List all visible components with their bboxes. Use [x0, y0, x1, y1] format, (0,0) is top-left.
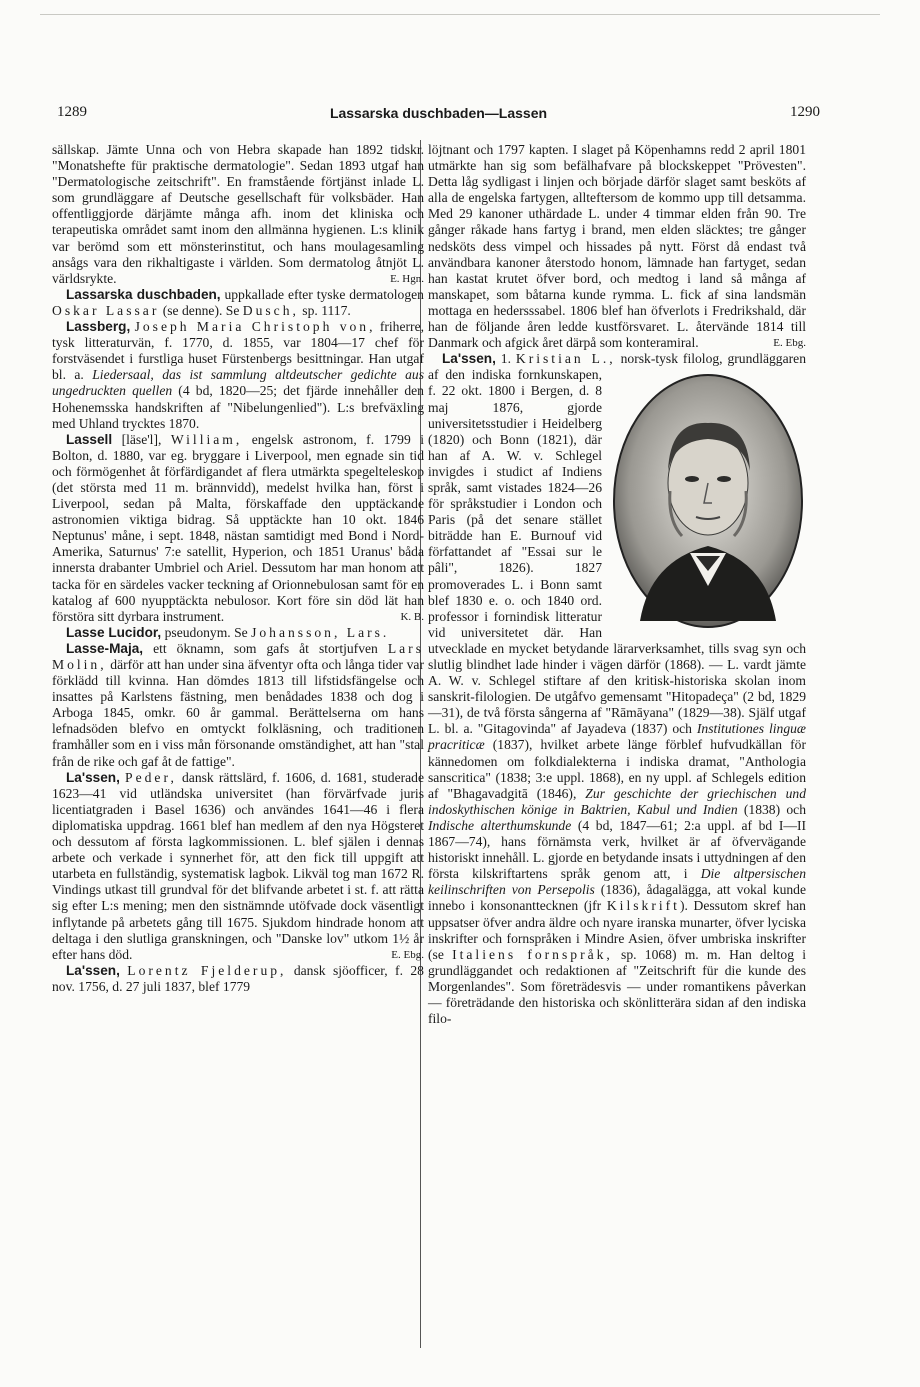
entry-text: (1838) och — [737, 801, 806, 817]
top-rule — [40, 14, 880, 15]
entry-headword: La'ssen, — [66, 962, 120, 978]
entry-text: (4 bd, 1847—61; 2:a uppl. af bd I—II 1867—74), hans förnämsta verk, hvilket är af öfvervägande historiskt innehåll. L. gjorde en betydande insats i uttydningen af den första kilskriftartens språk genom att, i — [428, 817, 806, 882]
left-column — [52, 142, 424, 995]
entry-text: sp. 1117. — [298, 302, 351, 318]
entry-headword: Lasse-Maja, — [66, 640, 144, 656]
entry-text: 1. — [495, 351, 516, 367]
spaced-name: Lorentz Fjelderup, — [127, 962, 287, 978]
spaced-name: Peder, — [125, 769, 177, 785]
entry-lassberg — [52, 319, 424, 432]
entry-text: sp. 1068) m. m. Han deltog i grundläggandet och redaktionen af "Zeitschrift für die kunde des Morgenlandes". Som företrädesvis — under romantikens påverkan — företrädande den historiska och skönlitterära sidan af den indiska filo- — [428, 946, 806, 1027]
entry-text: ett öknamn, som gafs åt stortjufven — [143, 640, 388, 656]
work-title: Liedersaal, das ist sammlung altdeutscher gedichte aus ungedruckten quellen — [52, 367, 425, 399]
entry-text: friherre, tysk litteraturvän, f. 1770, d. 1855, var 1804—17 chef för forstväsendet i furstliga huset Fürstenbergs besittningar. Han utgaf bl. a. — [52, 319, 424, 383]
entry-text: (1837), hvilket arbete länge förblef hufvudkällan för kännedomen om folkdialekterna i indiska dramat, "Anthologia sanscritica" (1838; 3:e uppl. 1868), en ny uppl. af Schlegels edition af "Bhagavadgitā (1846), — [428, 737, 806, 801]
entry-lassar-continued — [52, 142, 424, 287]
entry-text: (1836), ådagalägga, att vokal kunde innebo i konsonanttecknen (jfr — [428, 882, 806, 914]
entry-lassell — [52, 432, 424, 625]
entry-headword: La'ssen, — [66, 769, 120, 785]
portrait-image — [610, 371, 806, 631]
entry-headword: Lassberg, — [66, 319, 131, 335]
spaced-name: William, — [170, 431, 243, 447]
entry-headword: Lassell — [66, 431, 113, 447]
page-header — [57, 104, 820, 124]
entry-text: engelsk astronom, f. 1799 i Bolton, d. 1880, var eg. bryggare i Liverpool, men egnade sin tid och förmögenhet åt förfärdigandet af flera utmärkta spegelteleskop (det största med 11 m. brännvidd), medelst hvilka han, först i Liverpool, sedan på Malta, förskaffade den upptäckande astronomien viktiga bidrag. Så upptäckte han 10 okt. 1846 Neptunus' måne, i sept. 1848, nästan samtidigt med Bond i Nord-Amerika, Saturnus' 7:e satellit, Hyperion, och 1851 Uranus' båda innersta drabanter Umbriel och Ariel. Dessutom har man honom att tacka för en särdeles vacker teckning af Orionnebulosan samt för en katalog af 600 nyupptäckta nebulosor. Kort före sin död lät han förstöra sitt dyrbara instrument. — [52, 431, 424, 624]
page-number-left: 1289 — [57, 104, 87, 120]
entry-lasse-maja — [52, 641, 424, 770]
cross-reference: Johansson, Lars. — [251, 624, 390, 640]
entry-text: norsk-tysk filolog, grundläggaren af den indiska fornkunskapen, f. 22 okt. 1800 i Bergen, d. 8 maj 1876, gjorde universitetsstudier i Heidelberg (1820) och Bonn (1821), där han af A. W. v. Schlegel invigdes i studict af Indiens språk, samt vistades 1824—26 för språkstudier i London och Paris (på det senare stället biträdde han E. Burnouf vid författandet af "Essai sur le pâli", 1826). 1827 promoverades L. i Bonn samt blef 1830 e. o. och 1840 ord. professor i fornindisk litteratur vid universitetet där. Han utvecklade en mycket betydande lärarverksamhet, tills svag syn och slutlig blindhet lade hinder i vägen därför (1868). — L. vardt jämte A. W. v. Schlegel stiftare af den kritisk-historiska skolan inom sanskrit-filologien. De utgåfvo gemensamt "Hitopadeça" (2 bd, 1829—31), de två första sångerna af "Rāmāyana" (1829—38). Själf utgaf L. bl. a. "Gitagovinda" af Jayadeva (1837) och — [428, 351, 806, 737]
spaced-name: Kristian L., — [515, 351, 616, 367]
entry-lasse-lucidor — [52, 625, 424, 641]
entry-text: löjtnant och 1797 kapten. I slaget på Köpenhamns redd 2 april 1801 utmärkte han sig som befälhafvare på blockskeppet "Prövesten". Detta låg sydligast i linjen och började därför slaget samt besköts af alla de engelska fartygen, allteftersom de kommo upp till detsamma. Med 29 kanoner uthärdade L. under 4 timmar elden från 90. Tre gånger råkade hans fartyg i brand, men elden släcktes; tre gånger nedsköts dess vimpel och hissades på nytt. Först då endast två användbara kanoner återstodo honom, lämnade han fartyget, sedan han kastat krutet öfver bord, och medtog i land så många af manskapet, som båtarna kunde rymma. L. fick af sina landsmän mottaga en hedersssabel. 1806 blef han öfverlots i Fredrikshald, där han de följande åren ledde kustförsvaret. L. återvände 1814 till Danmark och afgick året därpå som konteramiral. — [428, 142, 806, 351]
cross-reference: Dusch, — [242, 302, 299, 318]
entry-lassen-peder — [52, 770, 424, 963]
spaced-name: Joseph Maria Christoph von, — [134, 319, 376, 335]
entry-text: sällskap. Jämte Unna och von Hebra skapade han 1892 tidskr. "Monatshefte für praktische dermatologie". Sedan 1893 utgaf han "Dermatologische zeitschrift". En framstående förtjänst inlade L. som grundläggare af Deutsche gesellschaft für volksbäder. Han offentliggjorde därjämte många afh. inom det kliniska och terapeutiska området samt inom den allmänna hygienen. L:s klinik var berömd som ett mönsterinstitut, och hans moulagesamling ansågs vara den rikhaltigaste i världen. Som dermatolog åtnjöt L. världsrykte. — [52, 142, 424, 286]
entry-text: ). Dessutom skref han uppsatser öfver andra äldre och nyare iranska munarter, öfver lyciska inskrifter och fornspråken i Mindre Asien, öfver umbriska inskrifter (se — [428, 898, 806, 962]
entry-text: dansk sjöofficer, f. 28 nov. 1756, d. 27 juli 1837, blef 1779 — [52, 962, 424, 994]
entry-headword: Lasse Lucidor, — [66, 624, 162, 640]
entry-text: uppkallade efter tyske dermatologen — [220, 286, 424, 302]
entry-lassarska-duschbaden — [52, 287, 424, 319]
entry-lassen-lorentz — [52, 963, 424, 995]
right-column — [428, 142, 806, 1027]
running-title: Lassarska duschbaden—Lassen — [329, 105, 548, 121]
spaced-name: Lars Molin, — [52, 640, 424, 672]
entry-headword: Lassarska duschbaden, — [66, 286, 221, 302]
work-title: Zur geschichte der griechischen und indoskythischen könige in Baktrien, Kabul und Indien — [428, 785, 807, 817]
work-title: Die altpersischen keilinschriften von Persepolis — [428, 866, 806, 898]
author-signature: E. Ebg. — [391, 948, 424, 961]
cross-reference: Italiens fornspråk, — [452, 946, 613, 962]
author-signature: K. B. — [400, 610, 424, 623]
entry-text: (4 bd, 1820—25; det fjärde innehåller den Hohenemsska handskriften af "Nibelungenlied"). L:s brefväxling med Uhland trycktes 1870. — [52, 383, 424, 431]
entry-text: dansk rättslärd, f. 1606, d. 1681, studerade 1623—41 vid utländska universitet (han förvärfvade juris licentiatgraden i Basel 1636) och användes 1641—46 i flera diplomatiska uppdrag. 1661 blef han medlem af den nya Högsteret och dessutom af första lagkommissionen. L. blef själen i dennas arbete och verkade i synnerhet för, att den fick till uppgift att utarbeta en fullständig, systematisk lagbok. Likväl tog man 1672 R. Vindings utkast till grundval för det blifvande arbetet i st. f. att rätta sig efter L:s mening; men den sistnämnde utöfvade dock väsentligt inflytande på arbetets gång till 1675. Sjukdom hindrade honom att deltaga i den slutliga granskningen, och "Danske lov" utkom 1½ år efter hans död. — [52, 769, 424, 962]
cross-reference: Kilskrift — [606, 898, 680, 914]
author-signature: E. Ebg. — [773, 337, 806, 350]
entry-text: (se denne). Se — [159, 302, 243, 318]
entry-text: därför att han under sina äfventyr ofta och långa tider var förklädd till kvinna. Han dömdes 1813 till lifstidsfängelse och insattes på Karlstens fästning, men benådades 1838 och dog i Arboga 1845, omkr. 60 år gammal. Berättelserna om hans lefnadsöden blefvo en omtyckt folkläsning, och traditionen framhåller som en i viss mån försonande omständighet, att han "stal från de rike och gaf åt de fattige". — [52, 657, 424, 769]
entry-lassen-kristian — [428, 351, 806, 1027]
work-title: Institutiones linguæ pracriticæ — [428, 721, 807, 753]
entry-lassen-lorentz-continued — [428, 142, 806, 351]
spaced-name: Oskar Lassar — [52, 302, 160, 318]
page-number-right: 1290 — [790, 104, 820, 120]
entry-headword: La'ssen, — [442, 351, 496, 367]
entry-text: [läse'l], — [112, 431, 171, 447]
author-signature: E. Hgn. — [390, 272, 424, 285]
portrait-engraving — [610, 371, 806, 631]
work-title: Indische alterthumskunde — [428, 817, 572, 833]
entry-text: pseudonym. Se — [161, 624, 252, 640]
